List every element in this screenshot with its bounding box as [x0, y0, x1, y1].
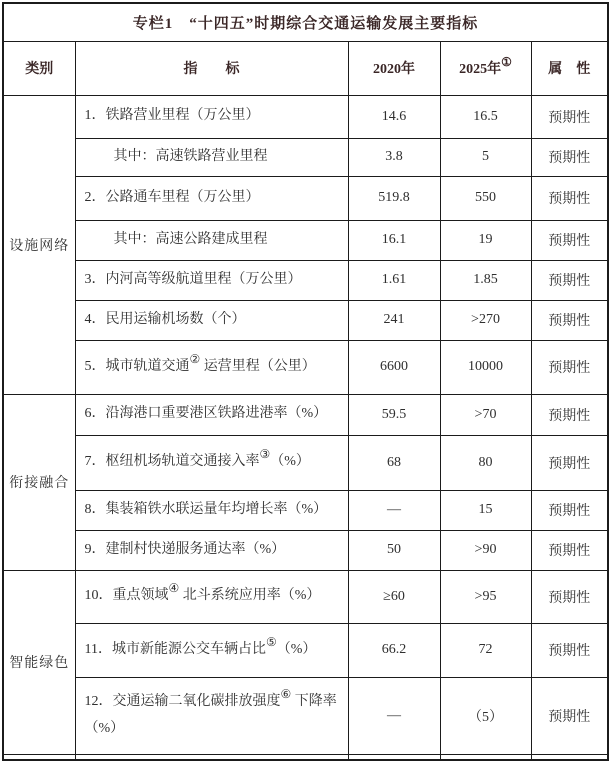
indicator-text: 6．沿海港口重要港区铁路进港率（%）	[84, 406, 328, 422]
value-2020-cell: 3.8	[348, 138, 440, 176]
attribute-cell: 预期性	[531, 570, 608, 623]
category-cell-smart-green: 智能绿色	[3, 570, 75, 754]
indicator-cell	[75, 754, 348, 760]
table-row	[3, 623, 608, 677]
indicator-text-cont: 运营里程（公里）	[200, 358, 316, 374]
value-2020-cell: 68	[348, 435, 440, 490]
footnote-marker-1: ①	[501, 55, 512, 69]
table-row	[3, 435, 608, 490]
indicator-cell	[75, 394, 348, 435]
value-2025-cell: >95	[440, 570, 531, 623]
value-2020-cell: 519.8	[348, 176, 440, 220]
value-2020-cell: 241	[348, 300, 440, 340]
column-header-2025	[440, 41, 531, 95]
indicator-text: 1．铁路营业里程（万公里）	[84, 108, 260, 124]
indicator-cell	[75, 138, 348, 176]
attribute-cell: 预期性	[531, 677, 608, 754]
indicator-text: 4．民用运输机场数（个）	[84, 311, 246, 327]
footnote-marker-2: ②	[189, 351, 201, 366]
value-2020-cell: 50	[348, 530, 440, 570]
table-row	[3, 95, 608, 138]
table-title-row	[3, 3, 608, 41]
indicator-text: 12．交通运输二氧化碳排放强度	[84, 693, 281, 709]
table-title: 专栏1 “十四五”时期综合交通运输发展主要指标	[3, 3, 608, 41]
indicators-table	[2, 2, 609, 761]
column-header-2025-label: 2025年	[459, 62, 502, 77]
indicator-cell	[75, 340, 348, 394]
value-2025-cell: 80	[440, 435, 531, 490]
indicator-text-cont: 下降率（%）	[84, 693, 337, 736]
column-header-indicator: 指 标	[75, 41, 348, 95]
value-2020-cell: —	[348, 490, 440, 530]
attribute-cell: 预期性	[531, 623, 608, 677]
value-2020-cell: —	[348, 677, 440, 754]
indicator-cell	[75, 570, 348, 623]
footnote-marker-4: ④	[168, 581, 180, 596]
footnote-marker-3: ③	[259, 447, 271, 462]
value-2025-cell: 72	[440, 623, 531, 677]
indicator-text: 2．公路通车里程（万公里）	[84, 189, 260, 205]
value-2020-cell: 6600	[348, 340, 440, 394]
value-2025-cell: 19	[440, 220, 531, 260]
value-2020-cell: ≥60	[348, 570, 440, 623]
attribute-cell: 预期性	[531, 394, 608, 435]
indicator-text-cont: （%）	[276, 641, 317, 657]
indicator-cell	[75, 435, 348, 490]
table-row	[3, 220, 608, 260]
indicator-cell	[75, 300, 348, 340]
indicator-cell	[75, 530, 348, 570]
indicator-text: 9．建制村快递服务通达率（%）	[84, 541, 286, 557]
value-2020-cell: 59.5	[348, 394, 440, 435]
column-header-attribute: 属 性	[531, 41, 608, 95]
table-row	[3, 260, 608, 300]
indicator-text: 其中：高速公路建成里程	[113, 231, 268, 247]
attribute-cell: 预期性	[531, 138, 608, 176]
indicator-text: 5．城市轨道交通	[84, 358, 190, 374]
indicator-cell	[75, 260, 348, 300]
table-row	[3, 490, 608, 530]
value-2020-cell: 16.1	[348, 220, 440, 260]
indicator-cell	[75, 176, 348, 220]
footnote-marker-5: ⑤	[265, 634, 277, 649]
column-header-category: 类别	[3, 41, 75, 95]
attribute-cell: 预期性	[531, 300, 608, 340]
value-2025-cell: >90	[440, 530, 531, 570]
attribute-cell: 预期性	[531, 95, 608, 138]
attribute-cell: 预期性	[531, 176, 608, 220]
attribute-cell: 预期性	[531, 260, 608, 300]
category-cell	[3, 754, 75, 760]
indicator-text-cont: 北斗系统应用率（%）	[179, 588, 321, 604]
value-2020-cell: 14.6	[348, 95, 440, 138]
indicator-text: 其中：高速铁路营业里程	[113, 148, 268, 164]
table-row	[3, 300, 608, 340]
table-row	[3, 394, 608, 435]
indicator-text: 10．重点领域	[84, 588, 169, 604]
value-2025-cell: 16.5	[440, 95, 531, 138]
indicator-text: 11．城市新能源公交车辆占比	[84, 641, 266, 657]
table-row	[3, 530, 608, 570]
attribute-cell: 预期性	[531, 530, 608, 570]
category-cell-connection-integration: 衔接融合	[3, 394, 75, 570]
value-2025-cell: 10000	[440, 340, 531, 394]
value-2025-cell: >70	[440, 394, 531, 435]
indicator-text-cont: （%）	[270, 454, 310, 470]
table-row-partial	[3, 754, 608, 760]
value-2025-cell: >270	[440, 300, 531, 340]
indicator-text: 8．集装箱铁水联运量年均增长率（%）	[84, 501, 328, 517]
indicator-text: 7．枢纽机场轨道交通接入率	[84, 454, 260, 470]
attribute-cell	[531, 754, 608, 760]
indicator-cell	[75, 95, 348, 138]
table-header-row	[3, 41, 608, 95]
footnote-marker-6: ⑥	[280, 686, 292, 701]
attribute-cell: 预期性	[531, 435, 608, 490]
indicator-cell	[75, 623, 348, 677]
indicator-text: 3．内河高等级航道里程（万公里）	[84, 271, 302, 287]
value-2025-cell: 5	[440, 138, 531, 176]
indicator-cell	[75, 220, 348, 260]
indicators-table-container	[2, 2, 608, 761]
attribute-cell: 预期性	[531, 490, 608, 530]
table-row	[3, 570, 608, 623]
category-cell-facility-network: 设施网络	[3, 95, 75, 394]
value-2025-cell: （5）	[440, 677, 531, 754]
value-2025-cell: 1.85	[440, 260, 531, 300]
column-header-2020: 2020年	[348, 41, 440, 95]
value-2025-cell	[440, 754, 531, 760]
table-row	[3, 138, 608, 176]
table-row	[3, 340, 608, 394]
table-row	[3, 176, 608, 220]
table-row	[3, 677, 608, 754]
value-2020-cell	[348, 754, 440, 760]
attribute-cell: 预期性	[531, 340, 608, 394]
value-2025-cell: 15	[440, 490, 531, 530]
value-2025-cell: 550	[440, 176, 531, 220]
value-2020-cell: 66.2	[348, 623, 440, 677]
value-2020-cell: 1.61	[348, 260, 440, 300]
attribute-cell: 预期性	[531, 220, 608, 260]
indicator-cell	[75, 490, 348, 530]
indicator-cell	[75, 677, 348, 754]
